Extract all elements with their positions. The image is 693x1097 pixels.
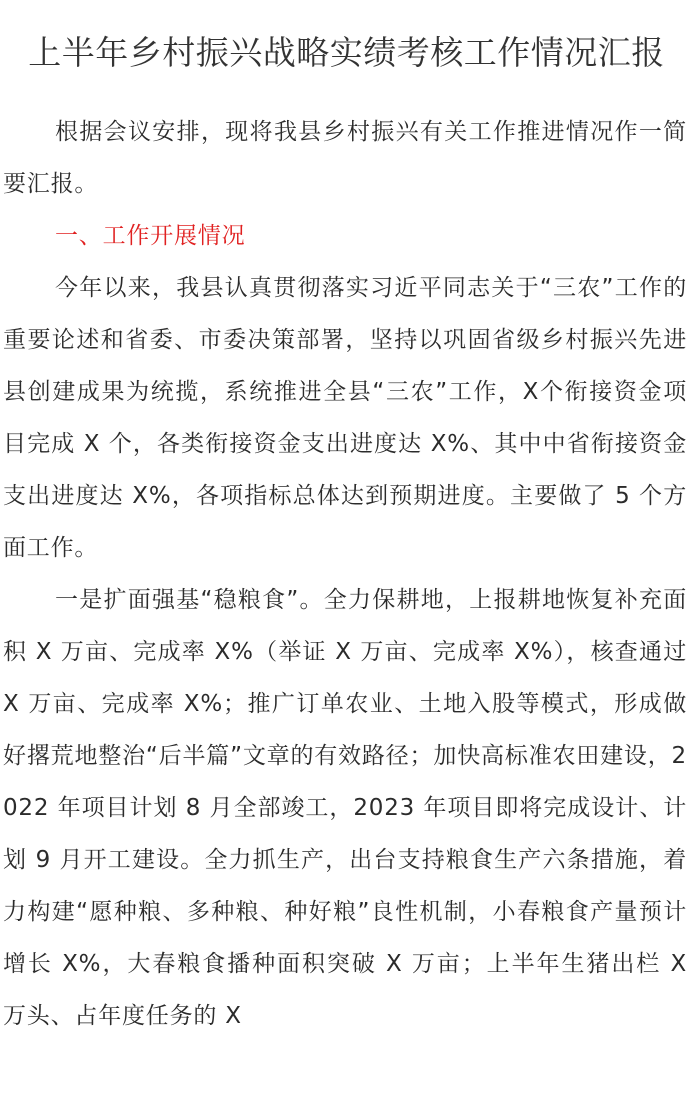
section-heading: 一、工作开展情况 [55,223,246,249]
body-paragraph: 一是扩面强基“稳粮食”。全力保耕地，上报耕地恢复补充面积 X 万亩、完成率 X%（举证 X 万亩、完成率 X%），核查通过 X 万亩、完成率 X%；推广订单农业、土地入股等模式，形成做好撂荒地整治“后半篇”文章的有效路径；加快高标准农田建设，2022 年项目计划 8 月全部竣工，2023 年项目即将完成设计、计划 9 月开工建设。全力抓生产，出台支持粮食生产六条措施，着力构建“愿种粮、多种粮、种好粮”良性机制，小春粮食产量预计增长 X%，大春粮食播种面积突破 X 万亩；上半年生猪出栏 X 万头、占年度任务的 X [3,587,687,1029]
intro-paragraph: 根据会议安排，现将我县乡村振兴有关工作推进情况作一简要汇报。 [3,119,687,197]
body-paragraph: 今年以来，我县认真贯彻落实习近平同志关于“三农”工作的重要论述和省委、市委决策部署，坚持以巩固省级乡村振兴先进县创建成果为统揽，系统推进全县“三农”工作，X个衔接资金项目完成 X 个，各类衔接资金支出进度达 X%、其中中省衔接资金支出进度达 X%，各项指标总体达到预期进度。主要做了 5 个方面工作。 [3,275,687,561]
document-body [3,106,687,1042]
page-title: 上半年乡村振兴战略实绩考核工作情况汇报 [28,33,665,72]
